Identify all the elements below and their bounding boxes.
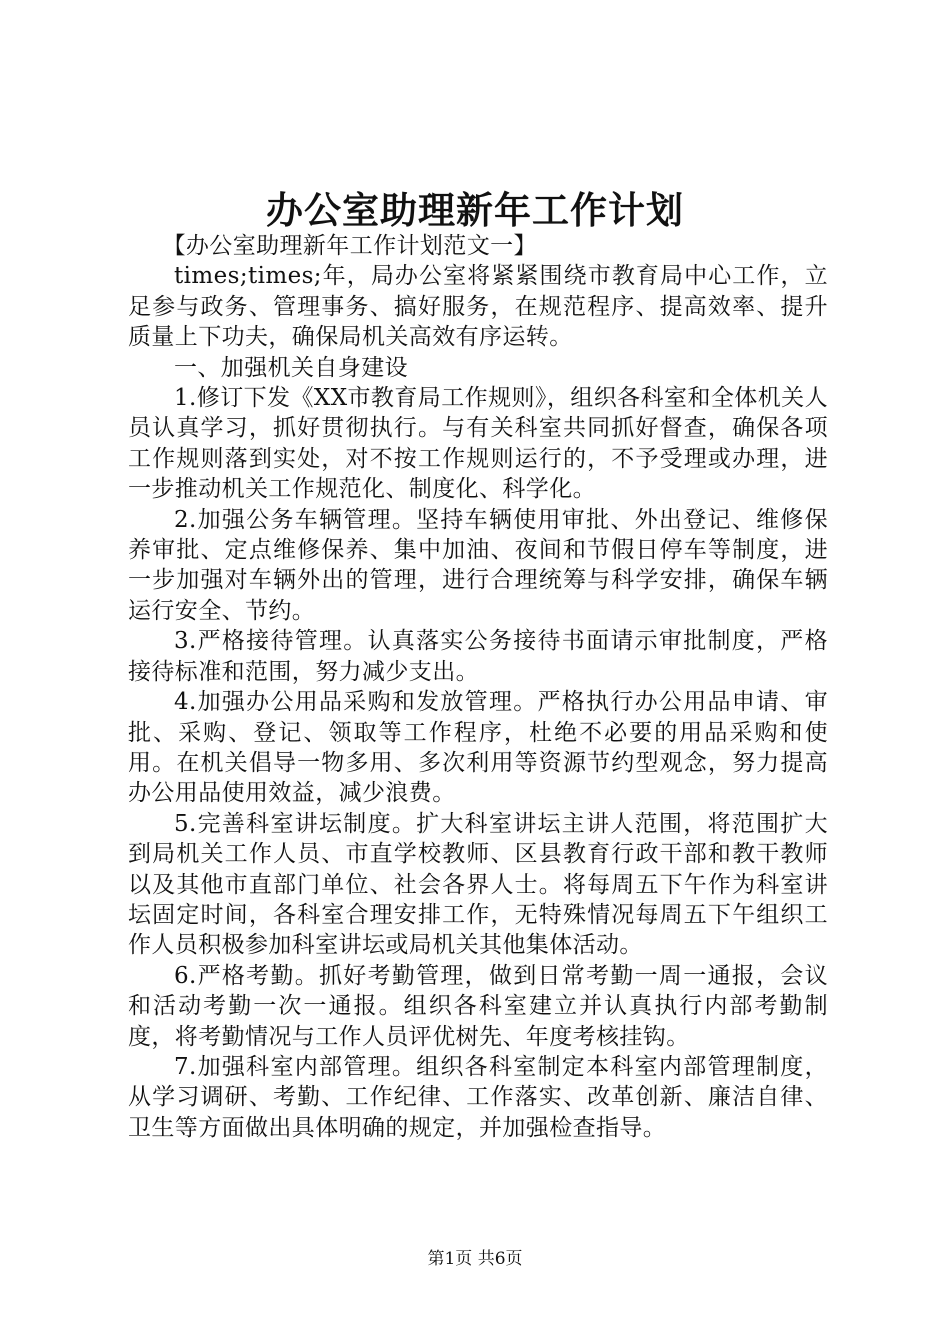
paragraph-item-4: 4.加强办公用品采购和发放管理。严格执行办公用品申请、审批、采购、登记、领取等工作程序，杜绝不必要的用品采购和使用。在机关倡导一物多用、多次利用等资源节约型观念，努力提高办公用品使用效益，减少浪费。 bbox=[128, 689, 828, 807]
section-heading: 【办公室助理新年工作计划范文一】 bbox=[162, 233, 537, 259]
paragraph-item-1: 1.修订下发《XX市教育局工作规则》，组织各科室和全体机关人员认真学习，抓好贯彻执行。与有关科室共同抓好督查，确保各项工作规则落到实处，对不按工作规则运行的，不予受理或办理，进一步推动机关工作规范化、制度化、科学化。 bbox=[128, 385, 828, 503]
page-number-footer: 第1页 共6页 bbox=[427, 1249, 523, 1269]
paragraph-item-7: 7.加强科室内部管理。组织各科室制定本科室内部管理制度，从学习调研、考勤、工作纪律、工作落实、改革创新、廉洁自律、卫生等方面做出具体明确的规定，并加强检查指导。 bbox=[128, 1053, 828, 1141]
paragraph-item-6: 6.严格考勤。抓好考勤管理，做到日常考勤一周一通报，会议和活动考勤一次一通报。组织各科室建立并认真执行内部考勤制度，将考勤情况与工作人员评优树先、年度考核挂钩。 bbox=[128, 962, 828, 1050]
paragraph-item-2: 2.加强公务车辆管理。坚持车辆使用审批、外出登记、维修保养审批、定点维修保养、集中加油、夜间和节假日停车等制度，进一步加强对车辆外出的管理，进行合理统筹与科学安排，确保车辆运行安全、节约。 bbox=[128, 506, 828, 624]
paragraph-item-3: 3.严格接待管理。认真落实公务接待书面请示审批制度，严格接待标准和范围，努力减少支出。 bbox=[128, 628, 828, 685]
document-title: 办公室助理新年工作计划 bbox=[266, 188, 684, 232]
document-body bbox=[128, 231, 828, 1143]
section-heading-one: 一、加强机关自身建设 bbox=[174, 354, 408, 381]
paragraph-item-5: 5.完善科室讲坛制度。扩大科室讲坛主讲人范围，将范围扩大到局机关工作人员、市直学校教师、区县教育行政干部和教干教师以及其他市直部门单位、社会各界人士。将每周五下午作为科室讲坛固定时间，各科室合理安排工作，无特殊情况每周五下午组织工作人员积极参加科室讲坛或局机关其他集体活动。 bbox=[128, 810, 828, 959]
paragraph-intro: times;times;年，局办公室将紧紧围绕市教育局中心工作，立足参与政务、管理事务、搞好服务，在规范程序、提高效率、提升质量上下功夫，确保局机关高效有序运转。 bbox=[128, 263, 828, 351]
